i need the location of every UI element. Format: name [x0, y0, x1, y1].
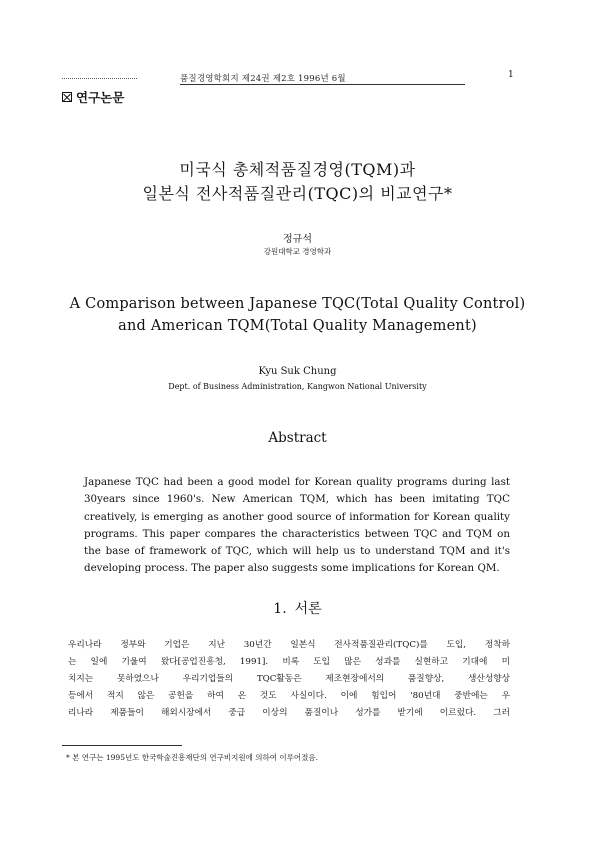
footnote: * 본 연구는 1995년도 한국학술진흥재단의 연구비지원에 의하여 이루어졌음. — [66, 753, 319, 762]
abstract-line: the base of framework of TQC, which will help us to understand TQM and it's — [84, 545, 510, 558]
abstract-body — [84, 474, 510, 578]
body-line: 는 일에 기울여 왔다[공업진흥청, 1991]. 비록 도입 많은 성과를 실현하고 기대에 미 — [68, 657, 510, 667]
abstract-line: programs. This paper compares the characteristics between TQC and TQM on — [84, 527, 510, 540]
abstract-heading: Abstract — [268, 430, 327, 446]
section-number: 1. — [273, 601, 287, 617]
body-line: 우리나라 정부와 기업은 지난 30년간 일본식 전사적품질관리(TQC)를 도입, 정착하 — [68, 640, 510, 650]
section-title: 서론 — [294, 601, 322, 617]
author-name-en: Kyu Suk Chung — [258, 366, 337, 377]
title-ko-line2: 일본식 전사적품질관리(TQC)의 비교연구* — [142, 184, 453, 203]
body-line: 리나라 제품들이 해외시장에서 중급 이상의 품질이나 성가를 받기에 이르렀다. 그러 — [68, 708, 510, 718]
section-tag — [62, 88, 124, 106]
abstract-line: creatively, is emerging as another good source of information for Korean quality — [84, 510, 510, 523]
dotted-rule — [62, 78, 137, 79]
abstract-line: 30years since 1960's. New American TQM, which has been imitating TQC — [84, 493, 510, 506]
title-en-line2: and American TQM(Total Quality Management) — [118, 318, 477, 334]
author-affiliation-ko: 강원대학교 경영학과 — [263, 247, 332, 256]
author-name-ko: 정규석 — [283, 234, 312, 245]
body-text-ko — [68, 637, 510, 722]
header-rule — [180, 84, 465, 85]
abstract-line: Japanese TQC had been a good model for Korean quality programs during last — [84, 476, 510, 488]
boxed-x-icon — [62, 92, 72, 102]
author-affiliation-en: Dept. of Business Administration, Kangwon National University — [168, 382, 427, 391]
section-tag-label: 연구논문 — [76, 90, 125, 105]
title-ko-line1: 미국식 총체적품질경영(TQM)과 — [179, 160, 416, 179]
footnote-rule — [62, 745, 182, 746]
body-line: 등에서 적지 않은 공헌을 하여 온 것도 사실이다. 이에 힘입어 '80년대 중반에는 우 — [68, 691, 510, 701]
abstract-line: developing process. The paper also suggests some implications for Korean QM. — [84, 562, 500, 575]
title-en-line1: A Comparison between Japanese TQC(Total Quality Control) — [69, 296, 526, 312]
body-line: 치지는 못하였으나 우리기업들의 TQC활동은 제조현장에서의 품질향상, 생산성향상 — [68, 674, 510, 684]
page-number: 1 — [508, 70, 514, 80]
section-heading — [0, 598, 595, 618]
running-head: 품질경영학회지 제24권 제2호 1996년 6월 — [180, 74, 346, 84]
